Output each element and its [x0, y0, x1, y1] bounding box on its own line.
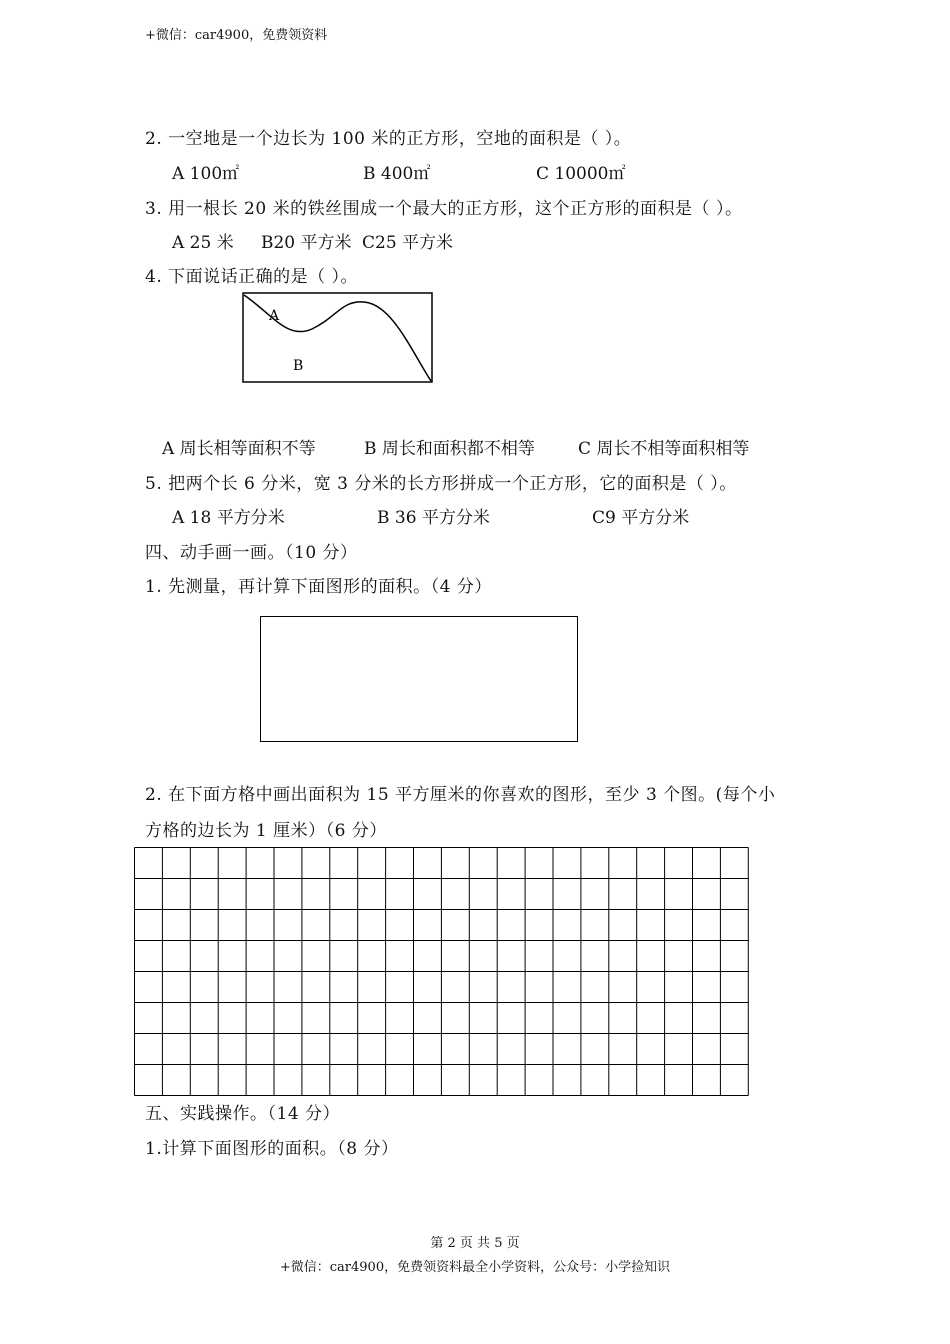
- section-4-question-2-line-1: 2. 在下面方格中画出面积为 15 平方厘米的你喜欢的图形，至少 3 个图。(每个小: [145, 785, 776, 805]
- q4-figure: [242, 292, 433, 383]
- drawing-grid[interactable]: [134, 847, 750, 1098]
- q3-option-c: C25 平方米: [362, 233, 454, 253]
- q3-option-a: A 25 米: [172, 233, 234, 253]
- question-5: 5. 把两个长 6 分米，宽 3 分米的长方形拼成一个正方形，它的面积是（ ）。: [145, 474, 737, 494]
- section-4-title: 四、动手画一画。（10 分）: [145, 543, 358, 563]
- section-4-question-2-line-2: 方格的边长为 1 厘米）（6 分）: [145, 821, 387, 841]
- q2-option-a: A 100㎡: [172, 164, 240, 184]
- footer-note: +微信：car4900，免费领资料最全小学资料，公众号：小学捡知识: [279, 1260, 671, 1275]
- q3-option-b: B20 平方米: [261, 233, 352, 253]
- q4-option-c: C 周长不相等面积相等: [578, 439, 750, 459]
- q4-option-b: B 周长和面积都不相等: [364, 439, 535, 459]
- q4-figure-rectangle: [243, 293, 432, 382]
- q2-option-b: B 400㎡: [363, 164, 431, 184]
- page-number: 第 2 页 共 5 页: [430, 1236, 520, 1251]
- q4-label-b: B: [293, 358, 304, 374]
- question-2: 2. 一空地是一个边长为 100 米的正方形，空地的面积是（ ）。: [145, 129, 632, 149]
- question-3: 3. 用一根长 20 米的铁丝围成一个最大的正方形，这个正方形的面积是（ ）。: [145, 199, 743, 219]
- q5-option-a: A 18 平方分米: [172, 508, 285, 528]
- page-header: +微信：car4900，免费领资料: [145, 28, 328, 43]
- section-5-title: 五、实践操作。（14 分）: [145, 1104, 341, 1124]
- q5-option-c: C9 平方分米: [592, 508, 690, 528]
- q4-label-a: A: [269, 308, 280, 324]
- section-4-question-1: 1. 先测量，再计算下面图形的面积。（4 分）: [145, 577, 492, 597]
- question-4: 4. 下面说话正确的是（ ）。: [145, 267, 359, 287]
- section-5-question-1: 1.计算下面图形的面积。（8 分）: [145, 1139, 399, 1159]
- q5-option-b: B 36 平方分米: [377, 508, 490, 528]
- q4-option-a: A 周长相等面积不等: [162, 439, 316, 459]
- q2-option-c: C 10000㎡: [536, 164, 626, 184]
- measure-rectangle: [260, 616, 578, 742]
